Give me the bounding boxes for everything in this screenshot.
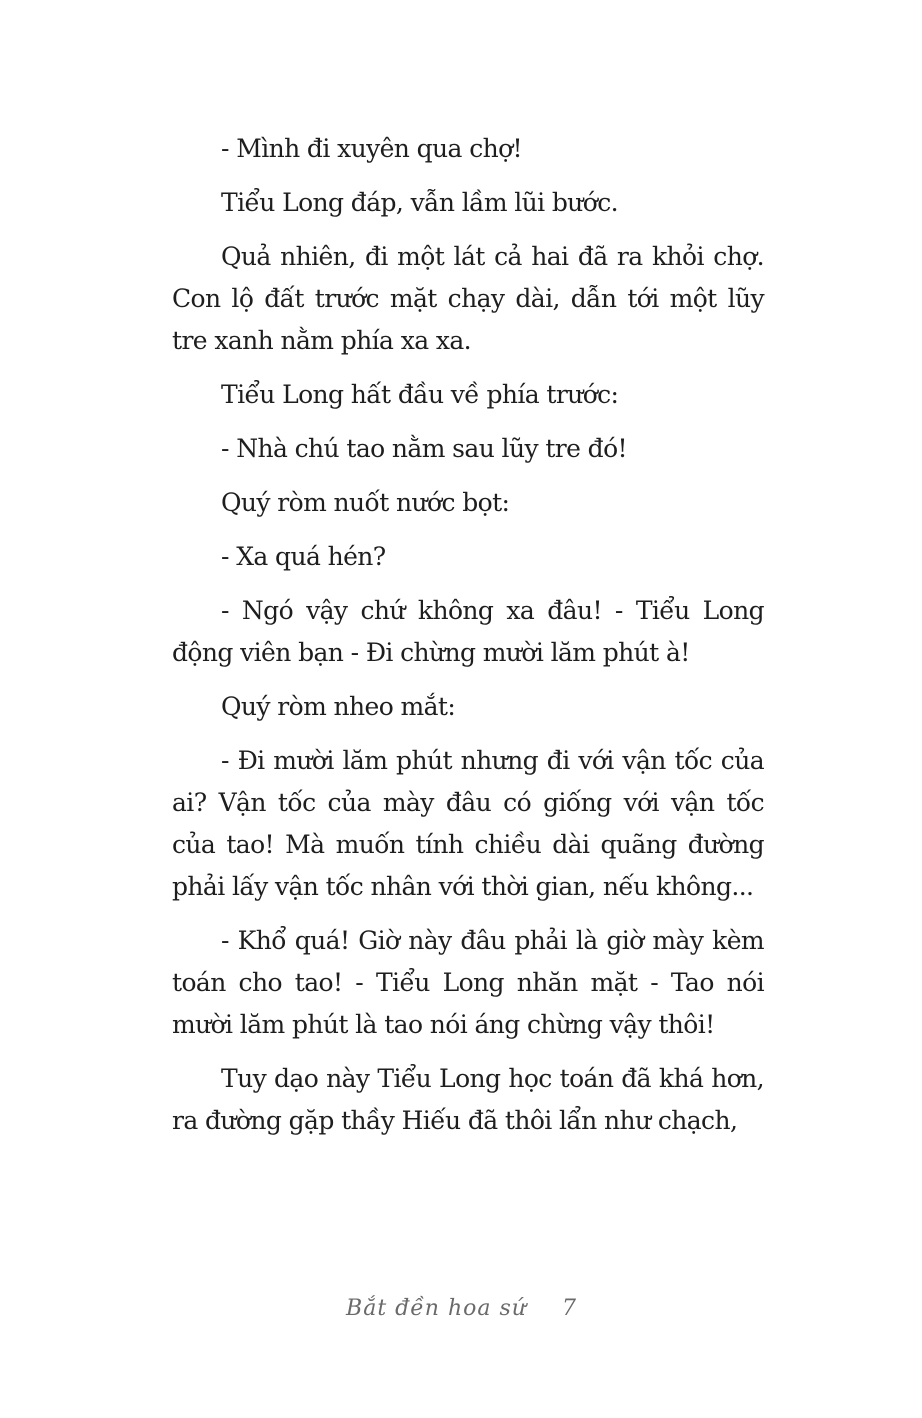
page-number: 7 <box>561 1296 576 1321</box>
paragraph: - Nhà chú tao nằm sau lũy tre đó! <box>221 434 627 463</box>
book-title: Bắt đền hoa sứ <box>346 1296 527 1321</box>
paragraph: Tiểu Long đáp, vẫn lầm lũi bước. <box>221 188 619 217</box>
paragraph: - Mình đi xuyên qua chợ! <box>221 134 523 163</box>
paragraph: Quý ròm nheo mắt: <box>221 692 456 721</box>
paragraph: - Đi mười lăm phút nhưng đi với vận tốc của ai? Vận tốc của mày đâu có giống với vận tốc của tao! Mà muốn tính chiều dài quãng đường phải lấy vận tốc nhân với thời gian, nếu không... <box>172 746 764 901</box>
body-text <box>172 128 764 1154</box>
paragraph: - Khổ quá! Giờ này đâu phải là giờ mày kèm toán cho tao! - Tiểu Long nhăn mặt - Tao nói mười lăm phút là tao nói áng chừng vậy thôi! <box>172 926 764 1039</box>
paragraph: - Ngó vậy chứ không xa đâu! - Tiểu Long động viên bạn - Đi chừng mười lăm phút à! <box>172 596 764 667</box>
page-footer <box>0 1296 922 1321</box>
paragraph: Quả nhiên, đi một lát cả hai đã ra khỏi chợ. Con lộ đất trước mặt chạy dài, dẫn tới một lũy tre xanh nằm phía xa xa. <box>172 242 764 355</box>
paragraph: Quý ròm nuốt nước bọt: <box>221 488 510 517</box>
paragraph: - Xa quá hén? <box>221 542 386 571</box>
paragraph: Tuy dạo này Tiểu Long học toán đã khá hơn, ra đường gặp thầy Hiếu đã thôi lẩn như chạch, <box>172 1064 764 1135</box>
paragraph: Tiểu Long hất đầu về phía trước: <box>221 380 619 409</box>
